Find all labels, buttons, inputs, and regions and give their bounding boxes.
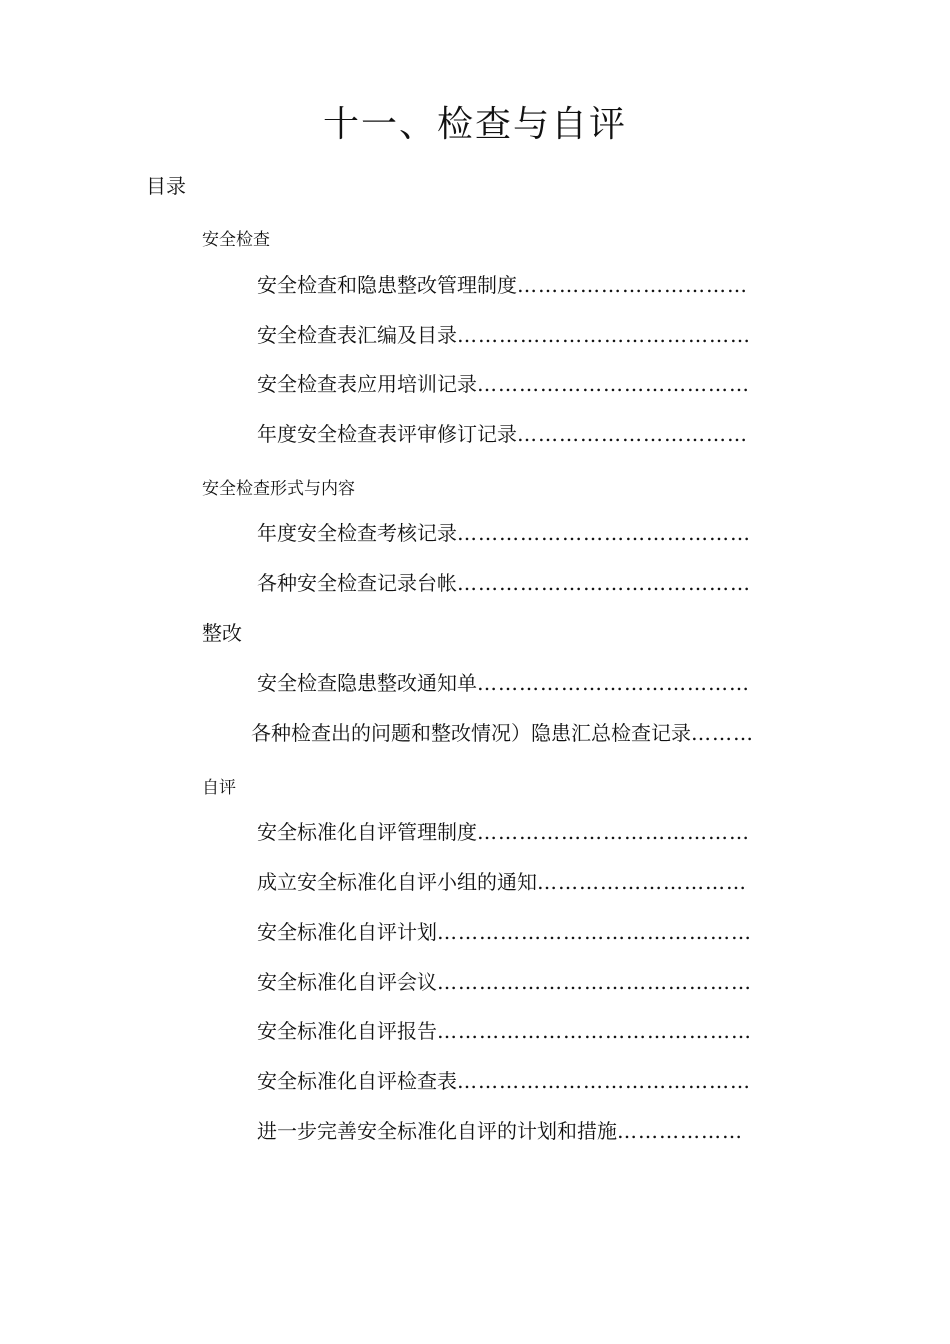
toc-entry-text: 安全标准化自评检查表: [257, 1069, 457, 1093]
toc-entry-text: 安全检查表应用培训记录: [257, 372, 477, 396]
toc-entry-text: 安全标准化自评报告: [257, 1019, 437, 1043]
toc-entry-leader: ……………………………………: [457, 571, 751, 595]
toc-entry-text: 安全检查和隐患整改管理制度: [257, 273, 517, 297]
toc-entry-text: 年度安全检查考核记录: [257, 521, 457, 545]
page-title: 十一、检查与自评: [322, 104, 627, 145]
toc-entry-leader: ………………………………………: [437, 1019, 752, 1043]
toc-entry[interactable]: [257, 320, 790, 350]
toc-entry-leader: ……………………………………: [457, 323, 751, 347]
toc-entry-text: 安全标准化自评会议: [257, 970, 437, 994]
toc-entry-leader: ………: [691, 721, 754, 745]
toc-entry[interactable]: [257, 270, 790, 300]
section-heading-inspection-forms: 安全检查形式与内容: [202, 479, 355, 499]
toc-entry-text: 年度安全检查表评审修订记录: [257, 422, 517, 446]
toc-entry-text: 各种检查出的问题和整改情况）隐患汇总检查记录: [251, 721, 691, 745]
toc-entry[interactable]: [257, 1066, 790, 1096]
toc-entry[interactable]: [257, 817, 790, 847]
toc-entry-text: 进一步完善安全标准化自评的计划和措施: [257, 1119, 617, 1143]
toc-entry[interactable]: [257, 1016, 790, 1046]
toc-entry-leader: …………………………………: [477, 820, 750, 844]
section-heading-self-evaluation: 自评: [202, 778, 236, 798]
toc-entry[interactable]: [257, 917, 790, 947]
toc-entry[interactable]: [257, 568, 790, 598]
toc-entry-leader: ……………………………: [517, 422, 748, 446]
toc-entry-leader: ……………………………: [517, 273, 748, 297]
toc-entry-leader: ………………: [617, 1119, 743, 1143]
toc-entry-leader: …………………………: [537, 870, 747, 894]
toc-entry[interactable]: [257, 1116, 790, 1146]
toc-entry-leader: …………………………………: [477, 671, 750, 695]
toc-entry[interactable]: [257, 867, 790, 897]
toc-entry[interactable]: [257, 419, 790, 449]
section-heading-rectification: 整改: [202, 621, 242, 645]
toc-entry-leader: ……………………………………: [457, 521, 751, 545]
toc-entry-text: 各种安全检查记录台帐: [257, 571, 457, 595]
section-heading-safety-inspection: 安全检查: [202, 230, 270, 250]
toc-entry[interactable]: [257, 967, 790, 997]
toc-entry-text: 安全检查隐患整改通知单: [257, 671, 477, 695]
toc-entry-leader: ………………………………………: [437, 920, 752, 944]
toc-entry-text: 安全标准化自评管理制度: [257, 820, 477, 844]
toc-entry-text: 安全标准化自评计划: [257, 920, 437, 944]
toc-entry[interactable]: [257, 369, 790, 399]
toc-label: 目录: [146, 174, 186, 198]
toc-entry-leader: ……………………………………: [457, 1069, 751, 1093]
toc-entry[interactable]: [257, 518, 790, 548]
toc-entry-text: 成立安全标准化自评小组的通知: [257, 870, 537, 894]
toc-entry[interactable]: [251, 718, 805, 748]
toc-entry-text: 安全检查表汇编及目录: [257, 323, 457, 347]
toc-entry-leader: ………………………………………: [437, 970, 752, 994]
toc-entry[interactable]: [257, 668, 790, 698]
toc-entry-leader: …………………………………: [477, 372, 750, 396]
